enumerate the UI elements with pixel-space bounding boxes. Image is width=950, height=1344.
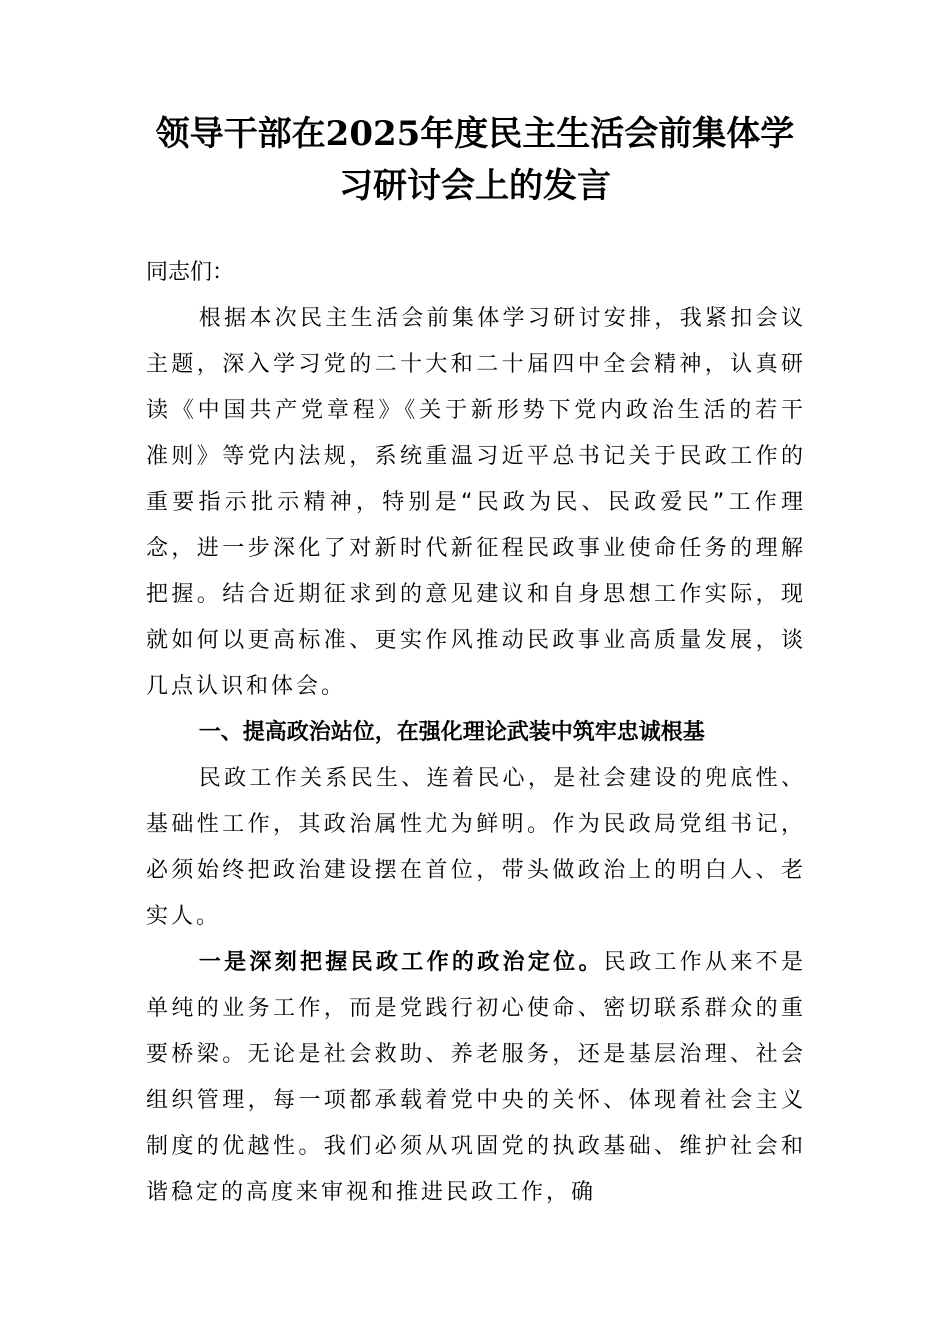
title-line-1: 领导干部在2025年度民主生活会前集体学 <box>155 114 795 154</box>
section-1-paragraph: 民政工作关系民生、连着民心，是社会建设的兜底性、基础性工作，其政治属性尤为鲜明。作为民政局党组书记，必须始终把政治建设摆在首位，带头做政治上的明白人、老实人。 <box>146 766 806 929</box>
salutation: 同志们： <box>146 260 235 285</box>
point-1-paragraph <box>146 940 806 1216</box>
title-line-2: 习研讨会上的发言 <box>339 166 611 206</box>
section-1-heading: 一、提高政治站位，在强化理论武装中筑牢忠诚根基 <box>198 720 705 745</box>
point-1-text: 民政工作从来不是单纯的业务工作，而是党践行初心使命、密切联系群众的重要桥梁。无论是社会救助、养老服务，还是基层治理、社会组织管理，每一项都承载着党中央的关怀、体现着社会主义制度的优越性。我们必须从巩固党的执政基础、维护社会和谐稳定的高度来审视和推进民政工作，确 <box>146 950 806 1205</box>
point-1-lead: 一是深刻把握民政工作的政治定位。 <box>198 950 604 975</box>
intro-paragraph: 根据本次民主生活会前集体学习研讨安排，我紧扣会议主题，深入学习党的二十大和二十届四中全会精神，认真研读《中国共产党章程》《关于新形势下党内政治生活的若干准则》等党内法规，系统重温习近平总书记关于民政工作的重要指示批示精神，特别是“民政为民、民政爱民”工作理念，进一步深化了对新时代新征程民政事业使命任务的理解把握。结合近期征求到的意见建议和自身思想工作实际，现就如何以更高标准、更实作风推动民政事业高质量发展，谈几点认识和体会。 <box>146 306 806 699</box>
document-title <box>140 108 810 212</box>
document-body <box>146 250 806 1216</box>
